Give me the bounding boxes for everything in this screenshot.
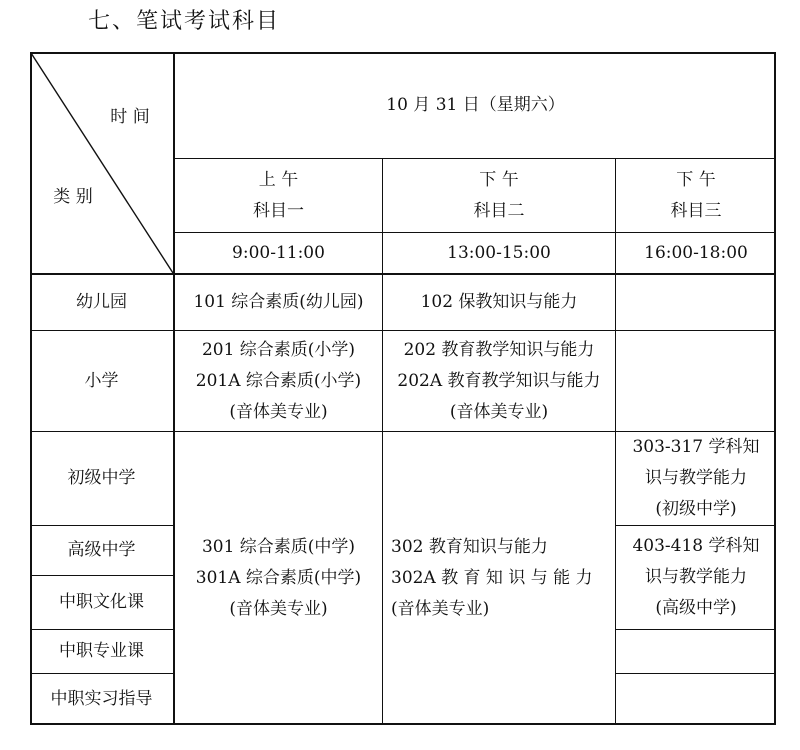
primary-subject-1 bbox=[175, 331, 382, 431]
divider-row-voc-major-right bbox=[615, 673, 776, 674]
session-3-period: 下 午 bbox=[676, 169, 716, 190]
junior-subject-3-line-3: (初级中学) bbox=[655, 499, 737, 519]
category-primary: 小学 bbox=[84, 370, 119, 391]
middle-subject-2-line-1: 302 教育知识与能力 bbox=[391, 537, 548, 557]
kindergarten-subject-2: 102 保教知识与能力 bbox=[420, 292, 578, 312]
middle-subject-2-line-2: 302A 教 育 知 识 与 能 力 bbox=[391, 568, 593, 588]
session-2-time: 13:00-15:00 bbox=[447, 242, 551, 263]
junior-subject-3-line-1: 303-317 学科知 bbox=[632, 437, 760, 457]
junior-subject-3 bbox=[616, 432, 776, 525]
primary-subject-1-line-1: 201 综合素质(小学) bbox=[201, 339, 356, 360]
corner-time-label: 时 间 bbox=[110, 106, 150, 127]
session-1-header bbox=[175, 159, 382, 232]
session-2-header bbox=[383, 159, 615, 232]
category-vocational-major: 中职专业课 bbox=[59, 641, 144, 661]
category-vocational-practice: 中职实习指导 bbox=[50, 689, 153, 709]
category-vocational-culture: 中职文化课 bbox=[59, 592, 144, 612]
primary-subject-1-line-3: (音体美专业) bbox=[229, 401, 328, 422]
kindergarten-subject-1: 101 综合素质(幼儿园) bbox=[193, 292, 364, 312]
middle-subject-1-line-3: (音体美专业) bbox=[229, 599, 328, 619]
junior-subject-3-line-2: 识与教学能力 bbox=[645, 468, 747, 488]
session-1-period: 上 午 bbox=[258, 169, 299, 190]
middle-subject-1 bbox=[175, 432, 382, 725]
exam-subjects-table bbox=[30, 52, 776, 725]
senior-subject-3-line-3: (高级中学) bbox=[655, 598, 737, 618]
primary-subject-2-line-2: 202A 教育教学知识与能力 bbox=[397, 370, 601, 391]
session-1-time: 9:00-11:00 bbox=[232, 242, 325, 263]
section-title: 七、笔试考试科目 bbox=[88, 9, 281, 34]
middle-subject-1-line-2: 301A 综合素质(中学) bbox=[195, 568, 362, 588]
corner-diagonal bbox=[30, 52, 174, 274]
session-1-subject: 科目一 bbox=[253, 200, 304, 221]
session-2-period: 下 午 bbox=[479, 169, 519, 190]
primary-subject-2-line-3: (音体美专业) bbox=[449, 401, 549, 422]
primary-subject-2-line-1: 202 教育教学知识与能力 bbox=[403, 339, 595, 360]
exam-date: 10 月 31 日（星期六） bbox=[386, 94, 565, 115]
session-3-subject: 科目三 bbox=[670, 200, 722, 221]
category-kindergarten: 幼儿园 bbox=[76, 292, 127, 312]
divider-row-senior-right bbox=[615, 629, 776, 630]
middle-subject-2-line-3: (音体美专业) bbox=[391, 599, 490, 619]
senior-subject-3-line-1: 403-418 学科知 bbox=[632, 536, 760, 556]
session-3-header bbox=[616, 159, 776, 232]
middle-subject-1-line-1: 301 综合素质(中学) bbox=[201, 537, 356, 557]
senior-subject-3 bbox=[616, 526, 776, 629]
session-3-time: 16:00-18:00 bbox=[644, 242, 748, 263]
category-senior-middle: 高级中学 bbox=[67, 540, 136, 560]
senior-subject-3-line-2: 识与教学能力 bbox=[645, 567, 747, 587]
middle-subject-2 bbox=[383, 432, 615, 725]
category-junior-middle: 初级中学 bbox=[67, 468, 136, 488]
primary-subject-1-line-2: 201A 综合素质(小学) bbox=[195, 370, 362, 391]
primary-subject-2 bbox=[383, 331, 615, 431]
corner-category-label: 类 别 bbox=[53, 186, 93, 207]
session-2-subject: 科目二 bbox=[473, 200, 525, 221]
